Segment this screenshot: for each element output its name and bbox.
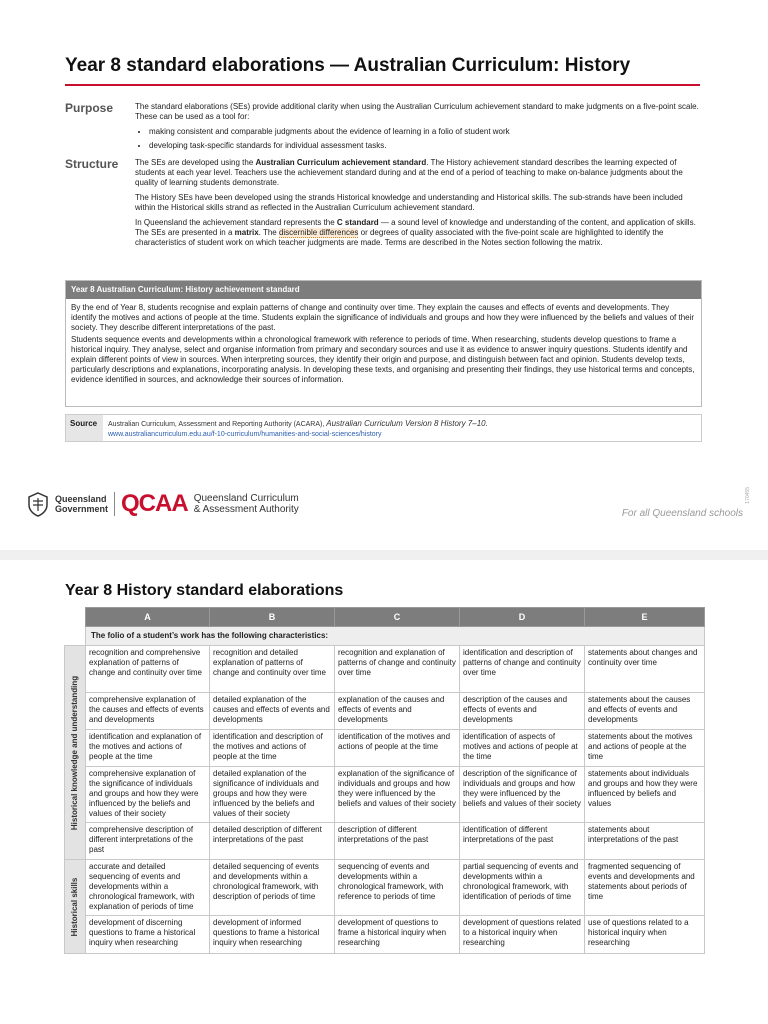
table-cell: identification and explanation of the motives and actions of people at the time xyxy=(86,730,210,767)
column-a: A xyxy=(86,608,210,627)
standard-elaborations-matrix xyxy=(64,607,705,954)
table-cell: description of the causes and effects of events and developments xyxy=(460,693,585,730)
footer-logos xyxy=(25,490,299,518)
purpose-text xyxy=(135,102,700,155)
table-cell: comprehensive explanation of the significance of individuals and groups and how they were influenced by the beliefs and values of their society xyxy=(86,767,210,823)
column-c: C xyxy=(335,608,460,627)
column-d: D xyxy=(460,608,585,627)
page-title: Year 8 standard elaborations — Australian Curriculum: History xyxy=(65,55,631,76)
source-box xyxy=(65,414,702,442)
table-cell: description of the significance of individuals and groups and how they were influenced by the beliefs and values of their society xyxy=(460,767,585,823)
structure-para-2: The History SEs have been developed using the strands Historical knowledge and understanding and Historical skills. The sub-strands have been included within the Historical skills strand as reflected in the Australian Curriculum achievement standard. xyxy=(135,193,683,212)
table-cell: detailed sequencing of events and developments within a chronological framework, with description of periods of time xyxy=(210,860,335,916)
table-row xyxy=(65,916,705,954)
table-cell: identification and description of patterns of change and continuity over time xyxy=(460,646,585,693)
characteristics-row xyxy=(65,627,705,646)
table-row xyxy=(65,823,705,860)
table-cell: statements about the motives and actions of people at the time xyxy=(585,730,705,767)
purpose-bullet-1: • making consistent and comparable judgments about the evidence of learning in a folio of student work xyxy=(149,127,700,137)
column-b: B xyxy=(210,608,335,627)
table-cell: comprehensive description of different interpretations of the past xyxy=(86,823,210,860)
table-row xyxy=(65,730,705,767)
achievement-para-2: Students sequence events and developments within a chronological framework with reference to periods of time. When researching, students develop questions to frame a historical inquiry. They analyse, select and organise information from primary and secondary sources and use it as evidence to answer inquiry questions. Students identify and explain different points of view in sources. When interpreting sources, they identify their origin and purpose, and distinguish between fact and opinion. Students develop texts, particularly descriptions and explanations, incorporating analysis. In developing these texts, and organising and presenting their findings, they use historical terms and concepts, evidence identified in sources, and acknowledge their sources of information. xyxy=(71,335,695,384)
table-cell: statements about the causes and effects of events and developments xyxy=(585,693,705,730)
strand-knowledge: Historical knowledge and understanding xyxy=(65,646,86,860)
table-cell: identification and description of the motives and actions of people at the time xyxy=(210,730,335,767)
structure-para-1: The SEs are developed using the Australian Curriculum achievement standard. The History achievement standard describes the learning expected of students at each year level. Teachers use the achievement standard during and at the end of a period of teaching to make on-balance judgments about the quality of learning students demonstrate. xyxy=(135,158,683,187)
table-cell: statements about individuals and groups and how they were influenced by beliefs and values xyxy=(585,767,705,823)
table-row xyxy=(65,646,705,693)
table-cell: detailed explanation of the causes and effects of events and developments xyxy=(210,693,335,730)
table-row xyxy=(65,693,705,730)
table-cell: comprehensive explanation of the causes and effects of events and developments xyxy=(86,693,210,730)
source-label: Source xyxy=(66,415,103,441)
source-link[interactable]: www.australiancurriculum.edu.au/f-10-curriculum/humanities-and-social-sciences/history xyxy=(108,431,382,438)
qcaa-logo: QCAA xyxy=(121,490,188,517)
table-cell: statements about interpretations of the past xyxy=(585,823,705,860)
table-cell: recognition and detailed explanation of patterns of change and continuity over time xyxy=(210,646,335,693)
matrix-title: Year 8 History standard elaborations xyxy=(65,582,344,599)
logo-divider xyxy=(114,492,115,516)
table-cell: detailed description of different interpretations of the past xyxy=(210,823,335,860)
structure-para-3: In Queensland the achievement standard represents the C standard — a sound level of knowledge and understanding of the content, and application of skills. The SEs are presented in a matrix. The discernible differences or degrees of quality associated with the five-point scale are highlighted to identify the characteristics of student work on which teacher judgments are made. Terms are described in the Notes section following the matrix. xyxy=(135,218,696,247)
page-two xyxy=(0,560,768,1024)
table-cell: explanation of the causes and effects of events and developments xyxy=(335,693,460,730)
table-cell: recognition and explanation of patterns of change and continuity over time xyxy=(335,646,460,693)
achievement-para-1: By the end of Year 8, students recognise and explain patterns of change and continuity over time. They explain the causes and effects of events and developments. They identify the motives and actions of people at the time. Students explain the significance of individuals and groups and how they were influenced by the beliefs and values of their society. They describe different interpretations of the past. xyxy=(71,303,695,332)
title-rule xyxy=(65,84,700,86)
table-row xyxy=(65,767,705,823)
queensland-crest-icon xyxy=(25,491,51,517)
structure-label: Structure xyxy=(65,157,119,171)
table-cell: partial sequencing of events and developments within a chronological framework, with identification of periods of time xyxy=(460,860,585,916)
purpose-list xyxy=(149,127,700,151)
structure-text xyxy=(135,158,700,253)
table-cell: description of different interpretations of the past xyxy=(335,823,460,860)
table-cell: development of questions related to a historical inquiry when researching xyxy=(460,916,585,954)
table-cell: explanation of the significance of individuals and groups and how they were influenced by the beliefs and values of their society xyxy=(335,767,460,823)
achievement-body xyxy=(66,299,701,391)
table-cell: development of discerning questions to frame a historical inquiry when researching xyxy=(86,916,210,954)
purpose-label: Purpose xyxy=(65,101,114,115)
achievement-header: Year 8 Australian Curriculum: History achievement standard xyxy=(66,281,701,299)
table-cell: detailed explanation of the significance of individuals and groups and how they were influenced by the beliefs and values of their society xyxy=(210,767,335,823)
column-e: E xyxy=(585,608,705,627)
table-cell: identification of different interpretations of the past xyxy=(460,823,585,860)
document-code: 170455 xyxy=(745,487,751,504)
table-cell: identification of aspects of motives and actions of people at the time xyxy=(460,730,585,767)
characteristics-text: The folio of a student’s work has the following characteristics: xyxy=(86,627,705,646)
achievement-standard-box xyxy=(65,280,702,407)
table-row xyxy=(65,860,705,916)
table-cell: recognition and comprehensive explanation of patterns of change and continuity over time xyxy=(86,646,210,693)
table-cell: accurate and detailed sequencing of events and developments within a chronological framework, with explanation of periods of time xyxy=(86,860,210,916)
table-cell: identification of the motives and actions of people at the time xyxy=(335,730,460,767)
table-cell: use of questions related to a historical inquiry when researching xyxy=(585,916,705,954)
queensland-government-logo: Queensland Government xyxy=(55,494,109,514)
column-header-row xyxy=(65,608,705,627)
qcaa-name: Queensland Curriculum & Assessment Authority xyxy=(193,493,299,515)
source-text: Australian Curriculum, Assessment and Reporting Authority (ACARA), Australian Curriculum Version 8 History 7–10. www.australiancurriculum.edu.au/f-10-curriculum/humanities-and-social-sciences/history xyxy=(108,419,488,438)
table-cell: sequencing of events and developments within a chronological framework, with reference to periods of time xyxy=(335,860,460,916)
purpose-bullet-2: • developing task-specific standards for individual assessment tasks. xyxy=(149,141,700,151)
table-cell: development of questions to frame a historical inquiry when researching xyxy=(335,916,460,954)
footer-tagline: For all Queensland schools xyxy=(621,508,743,519)
table-cell: development of informed questions to frame a historical inquiry when researching xyxy=(210,916,335,954)
strand-skills: Historical skills xyxy=(65,860,86,954)
purpose-intro: The standard elaborations (SEs) provide additional clarity when using the Australian Curriculum achievement standard to make judgments on a five-point scale. These can be used as a tool for: xyxy=(135,102,699,121)
table-cell: fragmented sequencing of events and developments and statements about periods of time xyxy=(585,860,705,916)
table-cell: statements about changes and continuity over time xyxy=(585,646,705,693)
